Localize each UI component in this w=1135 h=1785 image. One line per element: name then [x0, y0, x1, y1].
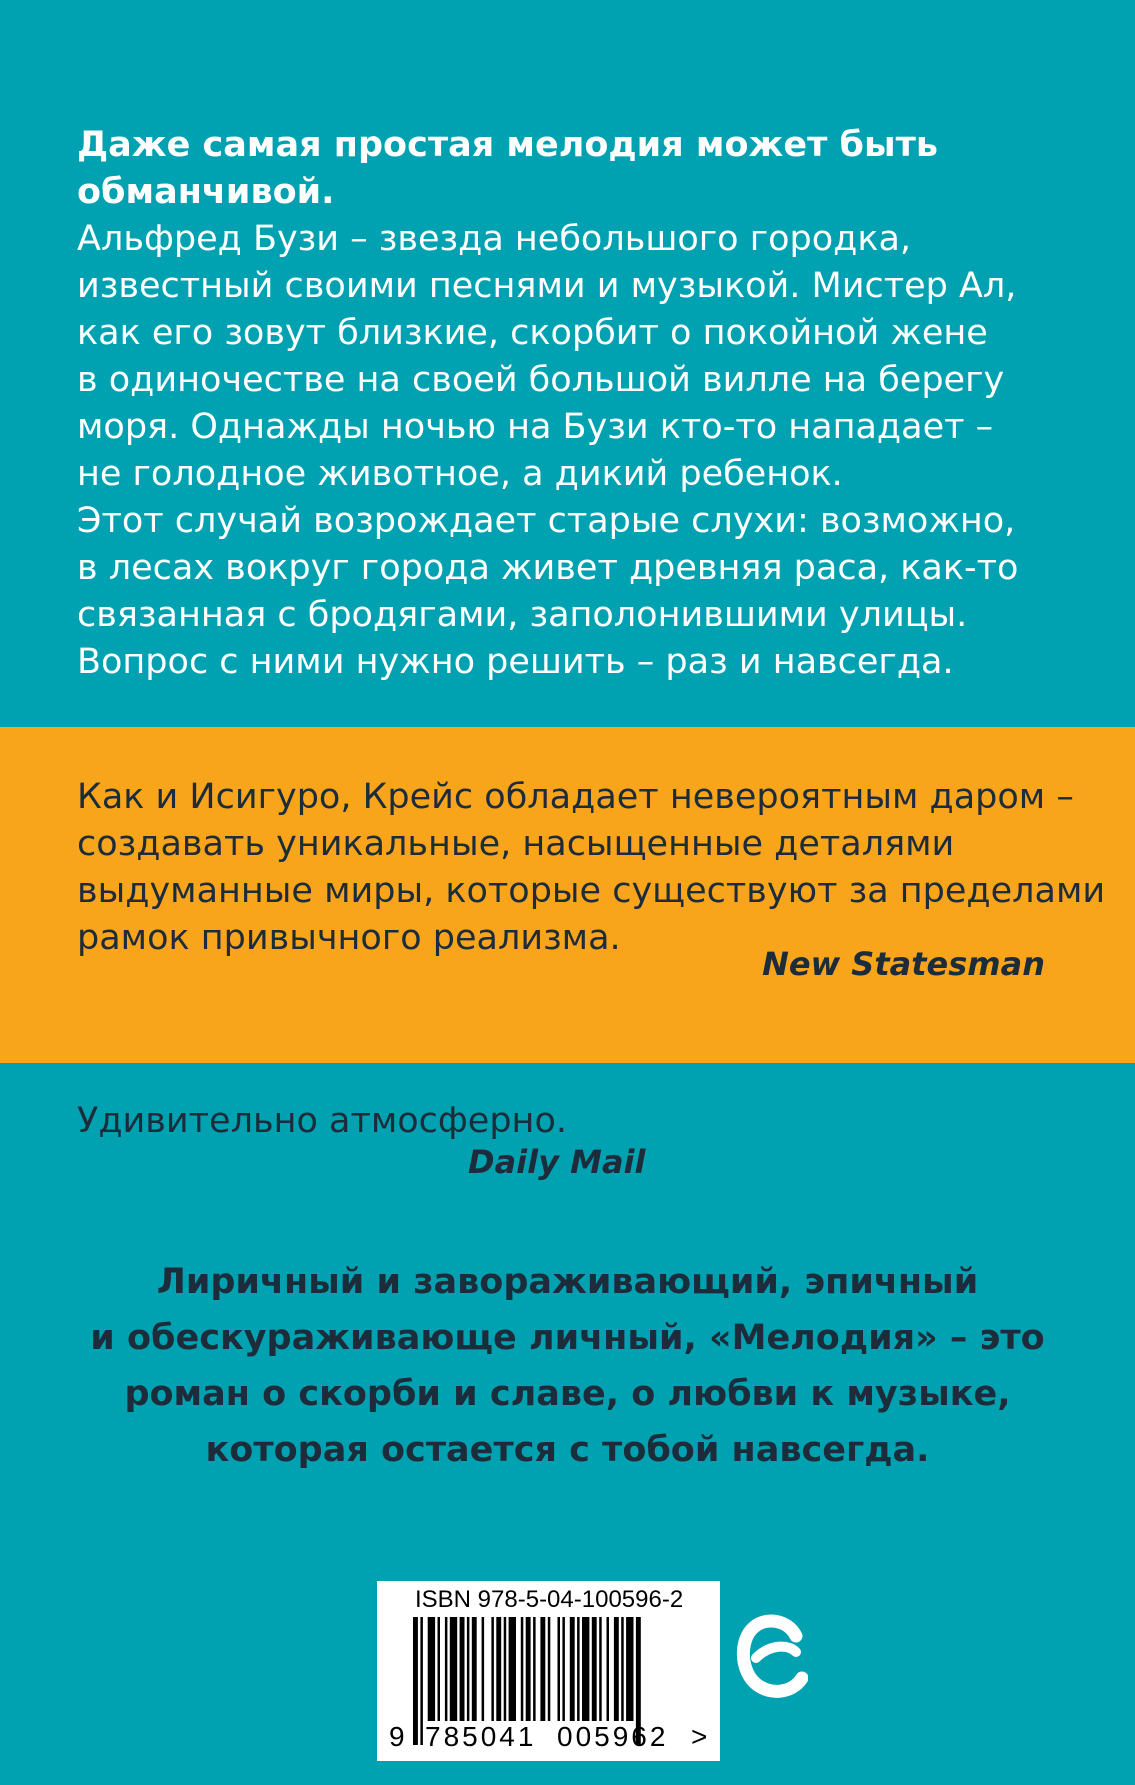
- isbn-end-mark: >: [691, 1721, 708, 1752]
- barcode-bar: [428, 1617, 435, 1721]
- barcode-bar: [592, 1617, 597, 1721]
- eksmo-e-logo-icon: [736, 1606, 808, 1706]
- barcode-bar: [562, 1617, 565, 1721]
- review-quote-line: выдуманные миры, которые существуют за пределами: [77, 871, 1106, 911]
- isbn-digit-group-left: 785041: [425, 1721, 537, 1752]
- barcode-bar: [558, 1617, 561, 1721]
- description-line: Этот случай возрождает старые слухи: возможно,: [77, 501, 1016, 541]
- barcode-bar: [577, 1617, 580, 1721]
- barcode-bar: [482, 1617, 485, 1721]
- description-line: как его зовут близкие, скорбит о покойной жене: [77, 313, 988, 353]
- barcode-bar: [467, 1617, 470, 1721]
- barcode-bar: [548, 1617, 551, 1721]
- barcode-bar: [491, 1617, 494, 1721]
- review-source-new-statesman: New Statesman: [762, 945, 1045, 983]
- review-source-daily-mail: Daily Mail: [468, 1143, 646, 1181]
- blurb-line: Лиричный и завораживающий, эпичный: [156, 1262, 979, 1302]
- isbn-first-digit: 9: [389, 1721, 405, 1752]
- review-quote-line: рамок привычного реализма.: [77, 918, 621, 958]
- review-quote-short: Удивительно атмосферно.: [77, 1101, 567, 1141]
- barcode-bar: [582, 1617, 589, 1721]
- barcode-bar: [420, 1617, 423, 1745]
- blurb-line: роман о скорби и славе, о любви к музыке,: [124, 1374, 1011, 1414]
- barcode-bar: [526, 1617, 531, 1721]
- barcode-bar: [413, 1617, 418, 1745]
- barcode-bar: [614, 1617, 619, 1721]
- description-line: связанная с бродягами, заполонившими улицы.: [77, 595, 968, 635]
- barcode-bar: [438, 1617, 441, 1721]
- barcode-bar: [472, 1617, 477, 1721]
- barcode-bar: [460, 1617, 465, 1721]
- barcode-bar: [533, 1617, 536, 1721]
- review-quote-line: создавать уникальные, насыщенные деталями: [77, 824, 955, 864]
- description-section: [0, 0, 1135, 727]
- barcode-bar: [626, 1617, 633, 1721]
- blurb-line: и обескураживающе личный, «Мелодия» – это: [90, 1318, 1045, 1358]
- isbn-label: ISBN 978-5-04-100596-2: [415, 1586, 684, 1613]
- description-line: Альфред Бузи – звезда небольшого городка,: [77, 219, 912, 259]
- description-line: моря. Однажды ночью на Бузи кто-то нападает –: [77, 407, 994, 447]
- barcode-bar: [607, 1617, 610, 1721]
- isbn-digit-group-right: 005962: [557, 1721, 669, 1752]
- barcode-bar: [570, 1617, 575, 1721]
- closing-blurb: [0, 1254, 1135, 1478]
- description-line: не голодное животное, а дикий ребенок.: [77, 454, 843, 494]
- barcode-bar: [621, 1617, 624, 1721]
- barcode-bar: [509, 1617, 516, 1721]
- blurb-line: которая остается с тобой навсегда.: [205, 1430, 930, 1470]
- description-line: Вопрос с ними нужно решить – раз и навсегда.: [77, 642, 954, 682]
- description-line: в лесах вокруг города живет древняя раса, как-то: [77, 548, 1019, 588]
- barcode-bar: [450, 1617, 457, 1721]
- isbn-barcode-box: [377, 1581, 720, 1761]
- description-headline: Даже самая простая мелодия может быть: [77, 125, 939, 165]
- description-headline: обманчивой.: [77, 172, 335, 212]
- barcode-bar: [540, 1617, 545, 1721]
- description-line: в одиночестве на своей большой вилле на берегу: [77, 360, 1005, 400]
- barcode-bar: [599, 1617, 602, 1721]
- barcode-bar: [504, 1617, 507, 1721]
- description-line: известный своими песнями и музыкой. Мистер Ал,: [77, 266, 1017, 306]
- book-description: [77, 122, 1077, 686]
- barcode-bar: [521, 1617, 524, 1721]
- review-quote-line: Как и Исигуро, Крейс обладает невероятным даром –: [77, 777, 1074, 817]
- barcode-bar: [445, 1617, 448, 1721]
- review-quote-text: [77, 774, 1106, 962]
- barcode-bar: [496, 1617, 501, 1721]
- review-quote-band: [0, 727, 1135, 1063]
